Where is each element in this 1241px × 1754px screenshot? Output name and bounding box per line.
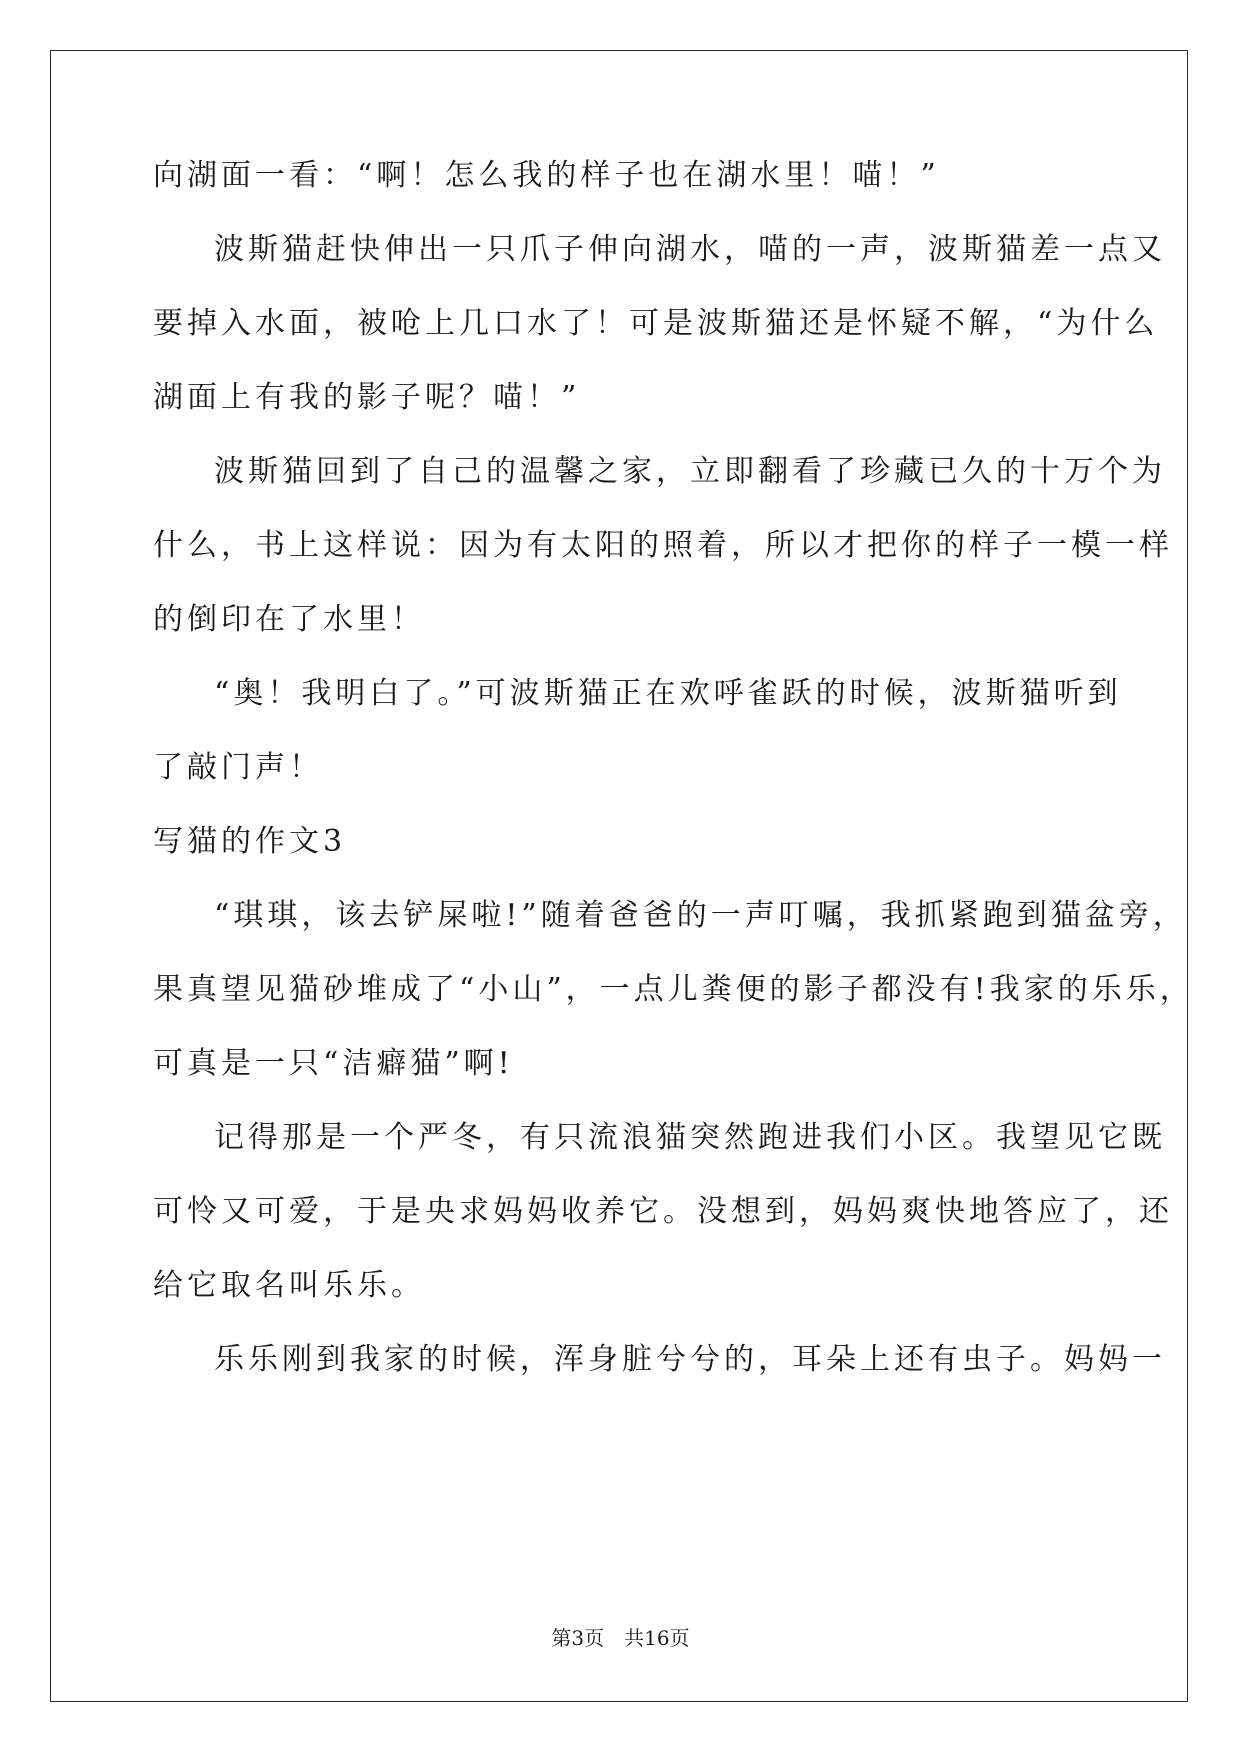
text-line: 记得那是一个严冬，有只流浪猫突然跑进我们小区。我望见它既: [214, 1120, 1166, 1155]
text-line: 果真望见猫砂堆成了“小山”，一点儿粪便的影子都没有!我家的乐乐，: [153, 972, 1194, 1007]
text-line: 波斯猫赶快伸出一只爪子伸向湖水，喵的一声，波斯猫差一点又: [214, 232, 1166, 267]
text-line: “琪琪，该去铲屎啦!”随着爸爸的一声叮嘱，我抓紧跑到猫盆旁，: [214, 898, 1187, 933]
text-line: “奥！我明白了。”可波斯猫正在欢呼雀跃的时候，波斯猫听到: [214, 676, 1122, 711]
text-line: 可真是一只“洁癖猫”啊!: [153, 1046, 514, 1081]
text-line: 给它取名叫乐乐。: [153, 1268, 425, 1303]
text-line: 可怜又可爱，于是央求妈妈收养它。没想到，妈妈爽快地答应了，还: [153, 1194, 1173, 1229]
text-line: 乐乐刚到我家的时候，浑身脏兮兮的，耳朵上还有虫子。妈妈一: [214, 1342, 1166, 1377]
text-line: 湖面上有我的影子呢？喵！”: [153, 380, 581, 415]
text-line: 了敲门声！: [153, 750, 323, 785]
page-border: [50, 50, 1188, 1702]
text-line: 的倒印在了水里！: [153, 602, 425, 637]
text-line: 要掉入水面，被呛上几口水了！可是波斯猫还是怀疑不解，“为什么: [153, 306, 1159, 341]
page-number: 第3页: [551, 1626, 605, 1650]
section-heading: 写猫的作文3: [153, 824, 347, 859]
text-line: 波斯猫回到了自己的温馨之家，立即翻看了珍藏已久的十万个为: [214, 454, 1166, 489]
page-footer: [0, 1624, 1241, 1652]
text-line: 向湖面一看：“啊！怎么我的样子也在湖水里！喵！”: [153, 158, 940, 193]
page-total: 共16页: [624, 1626, 690, 1650]
text-line: 什么，书上这样说：因为有太阳的照着，所以才把你的样子一模一样: [153, 528, 1173, 563]
